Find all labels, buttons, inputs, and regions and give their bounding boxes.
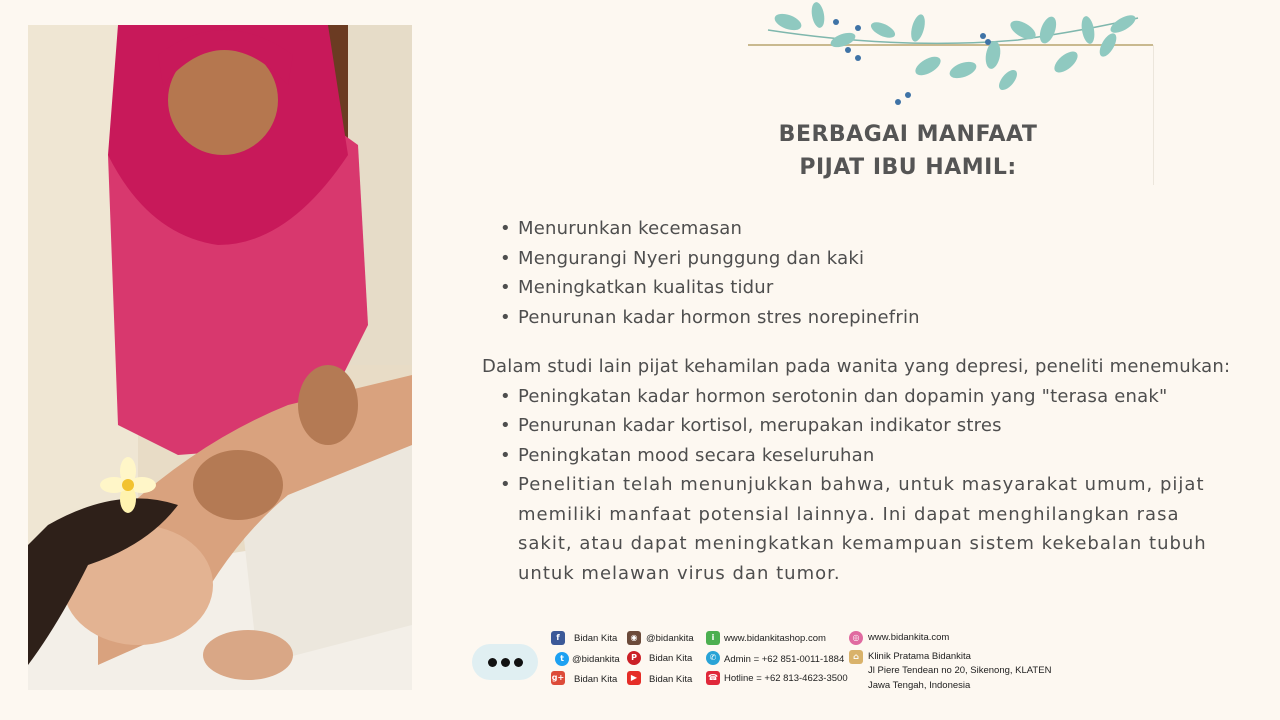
- list-item: • Peningkatan kadar hormon serotonin dan dopamin yang "terasa enak": [518, 382, 1242, 412]
- benefit-list: [482, 214, 1242, 332]
- facebook-label[interactable]: Bidan Kita: [574, 633, 618, 644]
- google-label[interactable]: Bidan Kita: [574, 674, 618, 685]
- facebook-icon[interactable]: f: [551, 631, 565, 645]
- phone-icon: ✆: [706, 651, 720, 665]
- google-plus-icon[interactable]: g+: [551, 671, 565, 685]
- title-line-2: PIJAT IBU HAMIL:: [799, 155, 1017, 180]
- instagram-label[interactable]: @bidankita: [646, 633, 694, 644]
- list-item: • Penelitian telah menunjukkan bahwa, untuk masyarakat umum, pijat memiliki manfaat potensial lainnya. Ini dapat menghilangkan rasa sakit, atau dapat meningkatkan kemampuan sistem kekebalan tubuh untuk melawan virus dan tumor.: [518, 470, 1218, 588]
- clinic-address: Jl Piere Tendean no 20, Sikenong, KLATEN: [868, 665, 1052, 676]
- dot-icon: [514, 658, 523, 667]
- hotline-phone: Hotline = +62 813-4623-3500: [724, 673, 848, 684]
- twitter-icon[interactable]: t: [555, 652, 569, 666]
- shop-link[interactable]: www.bidankitashop.com: [724, 633, 826, 644]
- twitter-label[interactable]: @bidankita: [572, 654, 620, 665]
- youtube-icon[interactable]: ▶: [627, 671, 641, 685]
- hotline-phone-icon: ☎: [706, 671, 720, 685]
- title-line-1: BERBAGAI MANFAAT: [778, 122, 1038, 147]
- pinterest-icon[interactable]: P: [627, 651, 641, 665]
- shop-icon[interactable]: i: [706, 631, 720, 645]
- admin-phone: Admin = +62 851-0011-1884: [724, 654, 845, 665]
- leaf-decoration: [748, 0, 1158, 110]
- more-button[interactable]: [472, 644, 538, 680]
- list-item: • Penurunan kadar hormon stres norepinefrin: [518, 303, 1242, 333]
- clinic-name: Klinik Pratama Bidankita: [868, 651, 971, 662]
- web-icon[interactable]: ◎: [849, 631, 863, 645]
- list-item: • Menurunkan kecemasan: [518, 214, 1242, 244]
- list-item: • Mengurangi Nyeri punggung dan kaki: [518, 244, 1242, 274]
- article-body: [482, 214, 1242, 588]
- pinterest-label[interactable]: Bidan Kita: [649, 653, 693, 664]
- page-title: [748, 118, 1068, 184]
- clinic-region: Jawa Tengah, Indonesia: [868, 680, 971, 691]
- instagram-icon[interactable]: ◉: [627, 631, 641, 645]
- clinic-icon: ⌂: [849, 650, 863, 664]
- divider-line: [1153, 45, 1154, 185]
- finding-list: [482, 382, 1242, 589]
- web-link[interactable]: www.bidankita.com: [868, 632, 950, 643]
- dot-icon: [488, 658, 497, 667]
- study-intro: Dalam studi lain pijat kehamilan pada wanita yang depresi, peneliti menemukan:: [482, 356, 1231, 377]
- youtube-label[interactable]: Bidan Kita: [649, 674, 693, 685]
- list-item: • Meningkatkan kualitas tidur: [518, 273, 1242, 303]
- list-item: • Peningkatan mood secara keseluruhan: [518, 441, 1242, 471]
- dot-icon: [501, 658, 510, 667]
- list-item: • Penurunan kadar kortisol, merupakan indikator stres: [518, 411, 1242, 441]
- massage-photo: [28, 25, 412, 690]
